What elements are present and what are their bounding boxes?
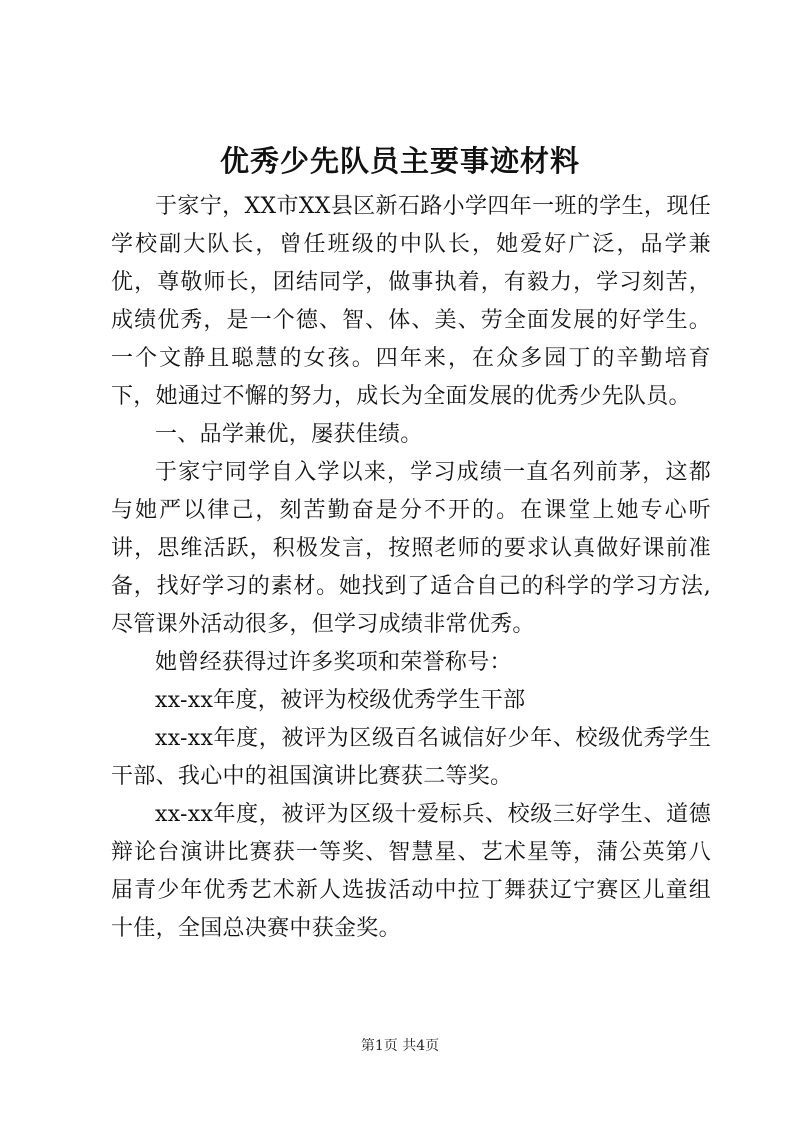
page-number: 第1页 共4页 bbox=[360, 1038, 440, 1054]
document-title: 优秀少先队员主要事迹材料 bbox=[219, 144, 580, 178]
section-heading: 一、品学兼优，屡获佳绩。 bbox=[155, 422, 423, 447]
award-item: xx-xx年度，被评为区级十爱标兵、校级三好学生、道德辩论台演讲比赛获一等奖、智慧星、艺术星等，蒲公英第八届青少年优秀艺术新人选拔活动中拉丁舞获辽宁赛区儿童组十佳，全国总决赛中获金奖。 bbox=[111, 802, 711, 941]
awards-intro: 她曾经获得过许多奖项和荣誉称号： bbox=[155, 650, 512, 675]
document-body bbox=[111, 188, 711, 948]
intro-paragraph: 于家宁，XX市XX县区新石路小学四年一班的学生，现任学校副大队长，曾任班级的中队长，她爱好广泛，品学兼优，尊敬师长，团结同学，做事执着，有毅力，学习刻苦，成绩优秀，是一个德、智、体、美、劳全面发展的好学生。一个文静且聪慧的女孩。四年来，在众多园丁的辛勤培育下，她通过不懈的努力，成长为全面发展的优秀少先队员。 bbox=[111, 194, 711, 409]
award-item: xx-xx年度，被评为校级优秀学生干部 bbox=[155, 688, 526, 713]
award-item: xx-xx年度，被评为区级百名诚信好少年、校级优秀学生干部、我心中的祖国演讲比赛获二等奖。 bbox=[111, 726, 711, 789]
study-paragraph: 于家宁同学自入学以来，学习成绩一直名列前茅，这都与她严以律己，刻苦勤奋是分不开的。在课堂上她专心听讲，思维活跃，积极发言，按照老师的要求认真做好课前准备，找好学习的素材。她找到了适合自己的科学的学习方法,尽管课外活动很多，但学习成绩非常优秀。 bbox=[111, 460, 711, 637]
